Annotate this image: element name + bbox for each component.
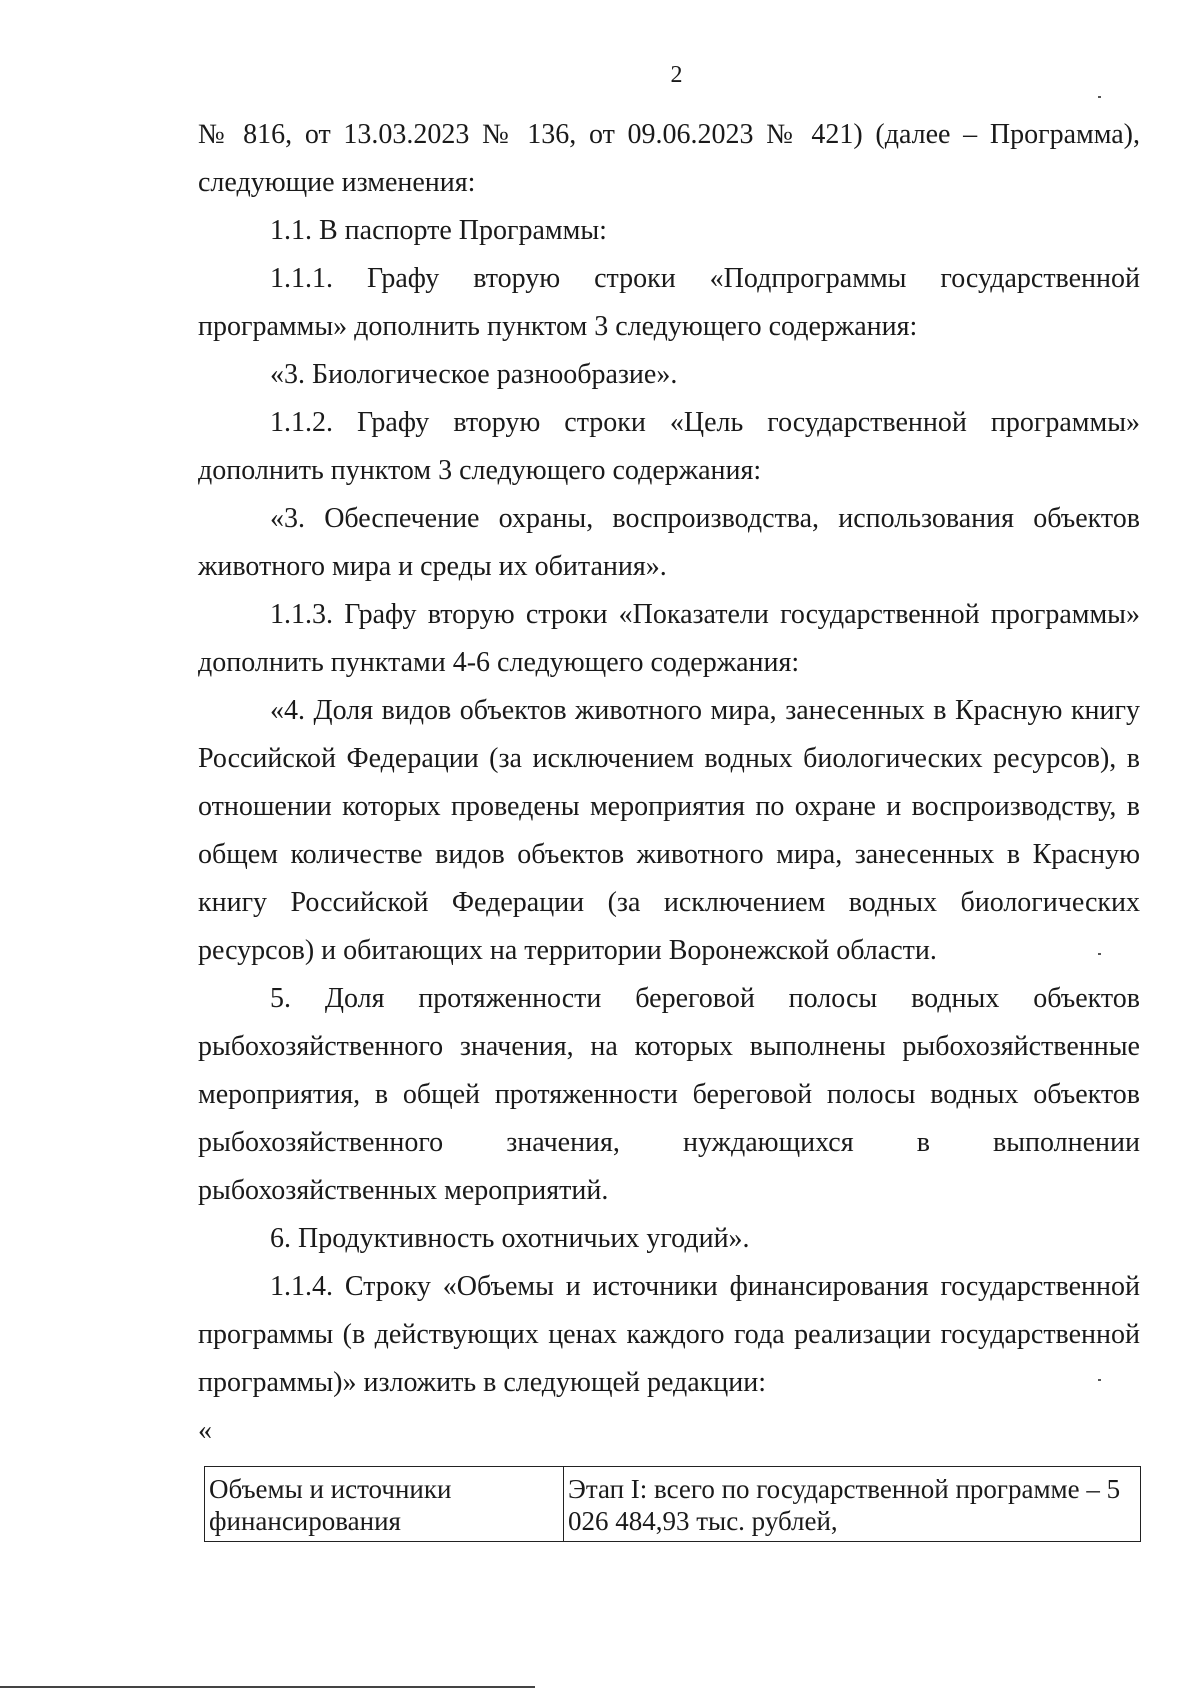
paragraph: № 816, от 13.03.2023 № 136, от 09.06.2023 № 421) (далее – Программа), следующие изменения: [198,119,1140,198]
opening-quote: « [198,1415,212,1446]
bottom-rule [0,1686,535,1688]
table-cell-label: Объемы и источники финансирования [205,1467,564,1542]
paragraph: 1.1.4. Строку «Объемы и источники финансирования государственной программы (в действующих ценах каждого года реализации государственной программы)» изложить в следующей редакции: [198,1271,1140,1398]
paragraph: «4. Доля видов объектов животного мира, занесенных в Красную книгу Российской Федерации (за исключением водных биологических ресурсов), в отношении которых проведены мероприятия по охране и воспроизводству, в общем количестве видов объектов животного мира, занесенных в Красную книгу Российской Федерации (за исключением водных биологических ресурсов) и обитающих на территории Воронежской области. [198,695,1140,966]
paragraph: «3. Обеспечение охраны, воспроизводства, использования объектов животного мира и среды их обитания». [198,503,1140,582]
paragraph: 1.1. В паспорте Программы: [270,215,607,246]
page-number: 2 [670,62,683,88]
paragraph: 1.1.1. Графу вторую строки «Подпрограммы государственной программы» дополнить пунктом 3 следующего содержания: [198,263,1140,342]
financing-table [204,1466,1141,1542]
scan-speck [1098,1379,1101,1381]
document-body [198,111,1140,1455]
table-row [205,1467,1141,1542]
paragraph: «3. Биологическое разнообразие». [270,359,678,390]
paragraph: 1.1.3. Графу вторую строки «Показатели государственной программы» дополнить пунктами 4-6 следующего содержания: [198,599,1140,678]
scan-speck [1098,953,1101,955]
scan-speck [1098,96,1101,98]
paragraph: 6. Продуктивность охотничьих угодий». [270,1223,750,1254]
paragraph: 1.1.2. Графу вторую строки «Цель государственной программы» дополнить пунктом 3 следующего содержания: [198,407,1140,486]
paragraph: 5. Доля протяженности береговой полосы водных объектов рыбохозяйственного значения, на которых выполнены рыбохозяйственные мероприятия, в общей протяженности береговой полосы водных объектов рыбохозяйственного значения, нуждающихся в выполнении рыбохозяйственных мероприятий. [198,983,1140,1206]
table-cell-value: Этап I: всего по государственной программе – 5 026 484,93 тыс. рублей, [564,1467,1141,1542]
